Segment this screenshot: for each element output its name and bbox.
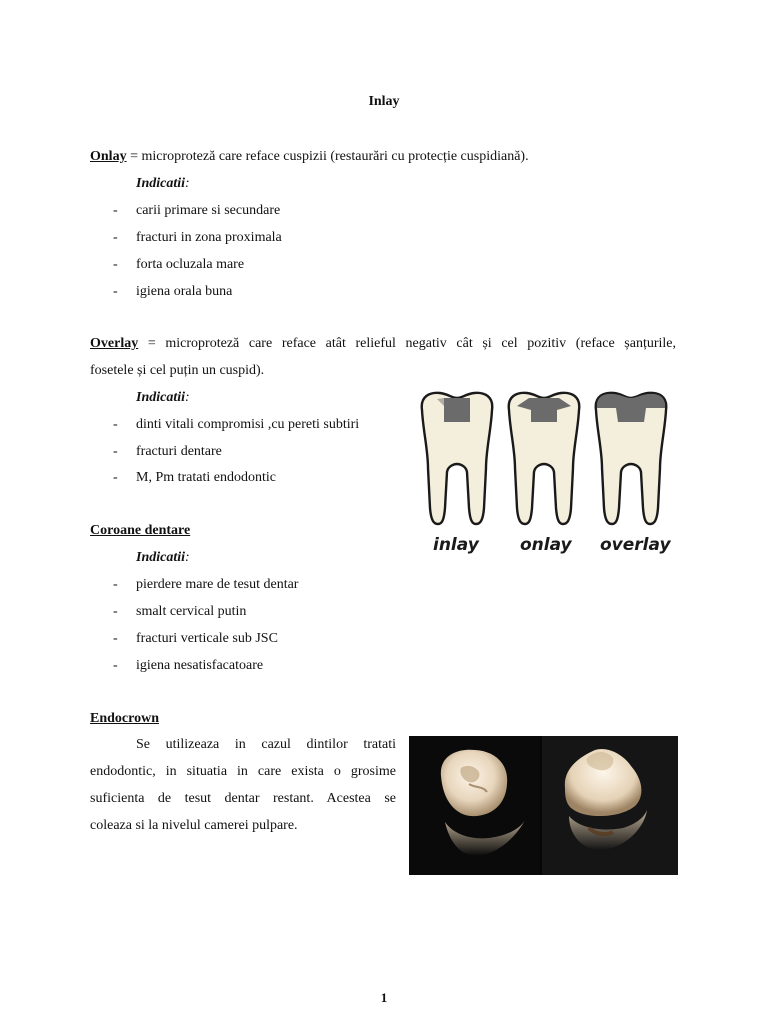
- endocrown-line: suficienta de tesut dentar restant. Acestea se: [90, 791, 396, 806]
- list-dash: -: [113, 470, 118, 485]
- overlay-item: fracturi dentare: [136, 444, 222, 459]
- onlay-item: forta ocluzala mare: [136, 257, 245, 272]
- endocrown-photo: [409, 736, 678, 875]
- coroane-term: Coroane dentare: [90, 523, 191, 538]
- overlay-item: M, Pm tratati endodontic: [136, 470, 276, 485]
- endocrown-term: Endocrown: [90, 711, 159, 726]
- overlay-term: Overlay: [90, 336, 139, 351]
- endocrown-line: endodontic, in situatia in care exista o grosime: [90, 764, 396, 779]
- list-dash: -: [113, 444, 118, 459]
- list-dash: -: [113, 257, 118, 272]
- onlay-item: igiena orala buna: [136, 284, 233, 299]
- overlay-item: dinti vitali compromisi ,cu pereti subtiri: [136, 417, 360, 432]
- coroane-item: igiena nesatisfacatoare: [136, 658, 264, 673]
- list-dash: -: [113, 203, 118, 218]
- list-dash: -: [113, 230, 118, 245]
- list-dash: -: [113, 658, 118, 673]
- figure-label-onlay: onlay: [520, 535, 572, 555]
- tooth-overlay: [596, 393, 667, 524]
- onlay-definition: [90, 148, 529, 166]
- list-dash: -: [113, 604, 118, 619]
- overlay-definition: [90, 335, 676, 353]
- tooth-onlay: [509, 393, 580, 524]
- inlay-onlay-overlay-figure: [412, 386, 674, 558]
- onlay-indications-label: Indicatii:: [136, 176, 190, 191]
- coroane-item: pierdere mare de tesut dentar: [136, 577, 299, 592]
- onlay-def-text: = microproteză care reface cuspizii (restaurări cu protecție cuspidiană).: [126, 149, 529, 164]
- onlay-item: carii primare si secundare: [136, 203, 281, 218]
- figure-label-overlay: overlay: [600, 535, 671, 555]
- coroane-indications-label: Indicatii:: [136, 550, 190, 565]
- endocrown-line: coleaza si la nivelul camerei pulpare.: [90, 818, 298, 833]
- overlay-indications-label: Indicatii:: [136, 390, 190, 405]
- page-number: 1: [380, 990, 388, 1005]
- overlay-def-text: = microproteză care reface atât relieful negativ cât și cel pozitiv (reface șanțurile,: [138, 336, 676, 351]
- onlay-item: fracturi in zona proximala: [136, 230, 282, 245]
- list-dash: -: [113, 631, 118, 646]
- endocrown-line: Se utilizeaza in cazul dintilor tratati: [136, 737, 396, 752]
- coroane-item: smalt cervical putin: [136, 604, 247, 619]
- list-dash: -: [113, 577, 118, 592]
- figure-label-inlay: inlay: [433, 535, 479, 555]
- overlay-def-line2: fosetele și cel puțin un cuspid).: [90, 363, 265, 378]
- coroane-item: fracturi verticale sub JSC: [136, 631, 278, 646]
- list-dash: -: [113, 417, 118, 432]
- onlay-term: Onlay: [90, 149, 127, 164]
- list-dash: -: [113, 284, 118, 299]
- page-title: Inlay: [368, 94, 400, 109]
- tooth-inlay: [422, 393, 493, 524]
